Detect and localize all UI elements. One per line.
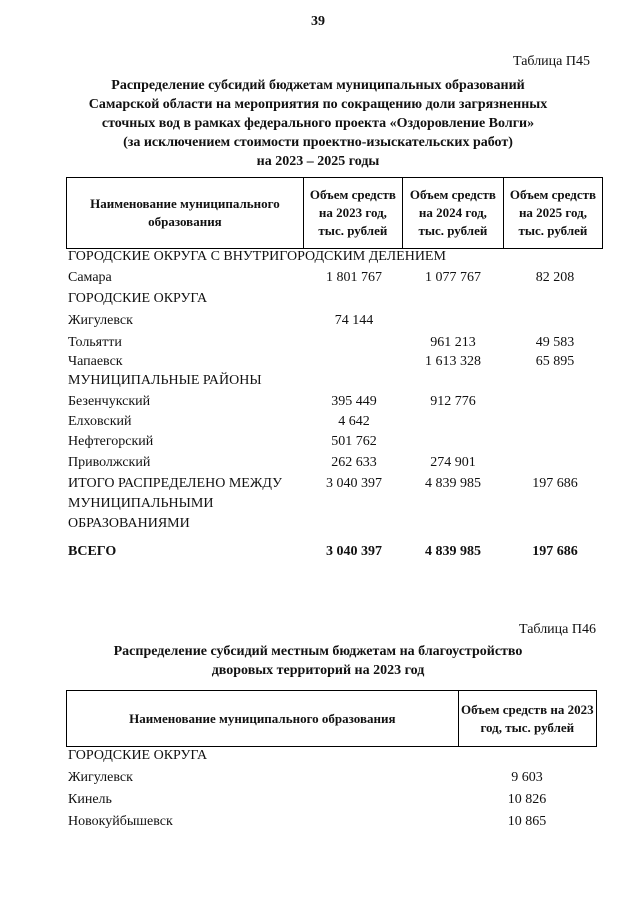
row-name: Чапаевск: [68, 354, 123, 369]
page-number: 39: [311, 14, 325, 29]
value-2024: 274 901: [430, 455, 476, 470]
section-heading: ГОРОДСКИЕ ОКРУГА: [68, 748, 208, 763]
section-heading: ГОРОДСКИЕ ОКРУГА: [68, 291, 208, 306]
row-name: Безенчукский: [68, 394, 151, 409]
col-header-2023: Объем средств на 2023 год, тыс. рублей: [303, 178, 402, 249]
value-2023: 501 762: [331, 434, 377, 449]
title-line: Распределение субсидий бюджетам муниципальных образований: [111, 78, 525, 93]
value-2025: 82 208: [535, 270, 575, 285]
subtotal-row: [0, 474, 636, 534]
value-2023: 4 642: [338, 414, 370, 429]
value-2023: 3 040 397: [326, 476, 382, 491]
table-p45-label: Таблица П45: [513, 54, 590, 69]
col-header-name: Наименование муниципального образования: [67, 691, 459, 747]
value-2024: 4 839 985: [425, 476, 481, 491]
title-line: Самарской области на мероприятия по сокращению доли загрязненных: [88, 97, 548, 112]
table-p46-title: [40, 642, 596, 680]
table-p45-title: [40, 76, 596, 171]
title-line: сточных вод в рамках федерального проекта «Оздоровление Волги»: [101, 116, 535, 131]
value-2024: 1 077 767: [425, 270, 481, 285]
value-2024: 961 213: [430, 335, 476, 350]
value-2025: 197 686: [532, 544, 578, 559]
row-name: Кинель: [68, 792, 112, 807]
row-name: Жигулевск: [68, 313, 133, 328]
row-name: Приволжский: [68, 455, 151, 470]
section-heading: ГОРОДСКИЕ ОКРУГА С ВНУТРИГОРОДСКИМ ДЕЛЕНИЕМ: [68, 249, 446, 264]
col-header-2023: Объем средств на 2023 год, тыс. рублей: [458, 691, 596, 747]
value-2023: 74 144: [334, 313, 374, 328]
value-2023: 3 040 397: [326, 544, 382, 559]
row-name: ВСЕГО: [68, 544, 117, 559]
col-header-name: Наименование муниципального образования: [67, 178, 304, 249]
table-p46-label: Таблица П46: [519, 622, 596, 637]
value-2023: 395 449: [331, 394, 377, 409]
value-2025: 197 686: [532, 476, 578, 491]
value-2025: 49 583: [535, 335, 575, 350]
row-name: Жигулевск: [68, 770, 133, 785]
value-2023: 262 633: [331, 455, 377, 470]
title-line: Распределение субсидий местным бюджетам на благоустройство: [113, 644, 523, 659]
value-2023: 10 826: [507, 792, 547, 807]
section-heading: МУНИЦИПАЛЬНЫЕ РАЙОНЫ: [68, 373, 262, 388]
row-name: Нефтегорский: [68, 434, 154, 449]
table-p45-header: [66, 177, 603, 249]
row-name: Самара: [68, 270, 112, 285]
title-line: дворовых территорий на 2023 год: [211, 663, 425, 678]
value-2023: 10 865: [507, 814, 547, 829]
row-name: Новокуйбышевск: [68, 814, 173, 829]
value-2024: 1 613 328: [425, 354, 481, 369]
value-2024: 912 776: [430, 394, 476, 409]
title-line: (за исключением стоимости проектно-изыскательских работ): [123, 135, 513, 150]
value-2025: 65 895: [535, 354, 575, 369]
table-p46-header: [66, 690, 597, 747]
value-2023: 1 801 767: [326, 270, 382, 285]
row-name: Елховский: [68, 414, 132, 429]
title-line: на 2023 – 2025 годы: [256, 154, 380, 169]
value-2024: 4 839 985: [425, 544, 481, 559]
col-header-2025: Объем средств на 2025 год, тыс. рублей: [503, 178, 602, 249]
col-header-2024: Объем средств на 2024 год, тыс. рублей: [402, 178, 503, 249]
value-2023: 9 603: [511, 770, 543, 785]
row-name: ИТОГО РАСПРЕДЕЛЕНО МЕЖДУ МУНИЦИПАЛЬНЫМИ ОБРАЗОВАНИЯМИ: [68, 476, 282, 531]
row-name: Тольятти: [68, 335, 122, 350]
